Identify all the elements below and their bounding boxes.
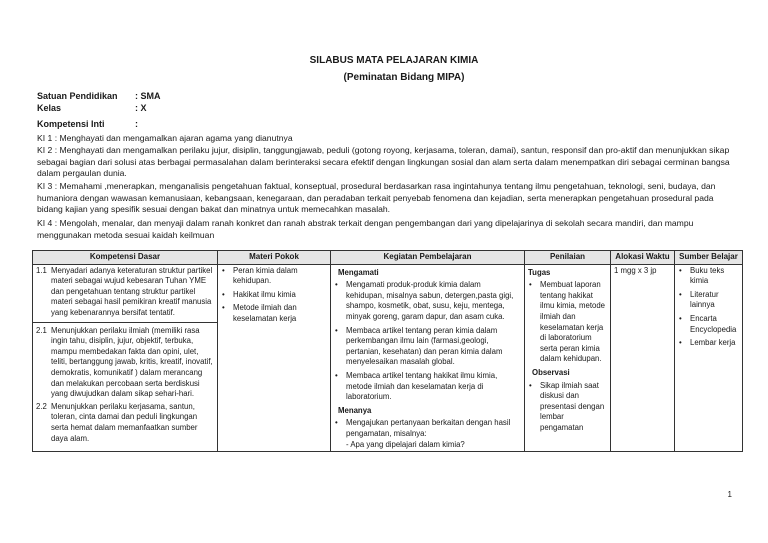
list-item: • Mengajukan pertanyaan berkaitan dengan hasil pengamatan, misalnya: bbox=[334, 418, 521, 439]
ki-2-text: : Menghayati dan mengamalkan perilaku jujur, disiplin, tanggungjawab, peduli (gotong royong, kerjasama, toleran, damai), santun, responsif dan pro-aktif dan menunjukkan sikap sebagai bagian dari solusi atas berbagai permasalahan dalam berinteraksi secara efektif dengan lingkungan sosial dan alam serta dalam menempatkan diri sebagai cerminan bangsa dalam pergaulan dunia. bbox=[37, 145, 730, 179]
meta-ki-label: Kompetensi Inti bbox=[37, 119, 105, 129]
header-sumber: Sumber Belajar bbox=[675, 251, 743, 265]
kd-num: 2.2 bbox=[36, 401, 47, 411]
cell-penilaian bbox=[525, 264, 611, 452]
penilaian-tugas-title: Tugas bbox=[528, 267, 551, 277]
page-number: 1 bbox=[727, 490, 732, 499]
divider bbox=[33, 322, 217, 323]
ki-4-label: KI 4 bbox=[37, 218, 53, 228]
list-item: • Mengamati produk-produk kimia dalam kehidupan, misalnya sabun, detergen,pasta gigi, shampo, kosmetik, obat, susu, keju, mentega, minyak goreng, garam dapur, dan asam cuka. bbox=[334, 280, 521, 322]
cell-kompetensi-dasar bbox=[33, 264, 218, 452]
ki-4-text: : Mengolah, menalar, dan menyaji dalam ranah konkret dan ranah abstrak terkait dengan pengembangan dari yang dipelajarinya di sekolah secara mandiri, dan mampu menggunakan metoda sesuai kaidah keilmuan bbox=[37, 218, 694, 240]
penilaian-observasi-title: Observasi bbox=[532, 367, 570, 377]
ki-3-label: KI 3 bbox=[37, 181, 53, 191]
kd-text: Menunjukkan perilaku kerjasama, santun, toleran, cinta damai dan peduli lingkungan serta hemat dalam memanfaatkan sumber daya alam. bbox=[51, 401, 198, 443]
kegiatan-menanya-title: Menanya bbox=[338, 405, 372, 415]
ki-2-label: KI 2 bbox=[37, 145, 53, 155]
cell-kegiatan bbox=[331, 264, 525, 452]
list-item: • Encarta Encyclopedia bbox=[678, 314, 739, 335]
header-kompetensi-dasar: Kompetensi Dasar bbox=[33, 251, 218, 265]
header-alokasi: Alokasi Waktu bbox=[611, 251, 675, 265]
page-title: SILABUS MATA PELAJARAN KIMIA bbox=[309, 55, 479, 66]
meta-kelas bbox=[37, 103, 147, 113]
meta-satuan-value: : SMA bbox=[135, 91, 161, 101]
kegiatan-menanya-sub: - Apa yang dipelajari dalam kimia? bbox=[346, 439, 465, 449]
meta-satuan bbox=[37, 91, 161, 101]
meta-ki-value: : bbox=[135, 119, 138, 129]
header-materi-pokok: Materi Pokok bbox=[218, 251, 331, 265]
ki-2 bbox=[37, 145, 737, 180]
cell-alokasi: 1 mgg x 3 jp bbox=[611, 264, 675, 452]
cell-materi-pokok bbox=[218, 264, 331, 452]
kd-text: Menunjukkan perilaku ilmiah (memiliki rasa ingin tahu, disiplin, jujur, objektif, terbuka, mampu membedakan fakta dan opini, ulet, teliti, bertanggung jawab, kritis, kreatif, inovatif, demokratis, komunikatif ) dalam merancang dan melakukan percobaan serta berdiskusi yang diwujudkan dalam sikap sehari-hari. bbox=[51, 325, 213, 399]
kegiatan-mengamati-title: Mengamati bbox=[338, 267, 379, 277]
meta-kelas-value: : X bbox=[135, 103, 147, 113]
meta-ki bbox=[37, 119, 138, 129]
list-item: • Buku teks kimia bbox=[678, 266, 739, 287]
table-header-row bbox=[33, 251, 743, 265]
kd-item bbox=[36, 402, 214, 444]
meta-satuan-label: Satuan Pendidikan bbox=[37, 91, 118, 101]
header-penilaian: Penilaian bbox=[525, 251, 611, 265]
list-item: • Membuat laporan tentang hakikat ilmu kimia, metode ilmiah dan keselamatan kerja di laboratorium serta peran kimia dalam kehidupan. bbox=[528, 280, 607, 365]
list-item: • Membaca artikel tentang peran kimia dalam perkembangan ilmu lain (farmasi,geologi, pertanian, kesehatan) dan peran kimia dalam menyelesaikan masalah global. bbox=[334, 326, 521, 368]
ki-1 bbox=[37, 133, 737, 145]
list-item: • Peran kimia dalam kehidupan. bbox=[221, 266, 327, 287]
kd-item bbox=[36, 266, 214, 319]
list-item: • Lembar kerja bbox=[678, 338, 739, 349]
page-subtitle: (Peminatan Bidang MIPA) bbox=[343, 72, 465, 83]
ki-1-label: KI 1 bbox=[37, 133, 53, 143]
list-item: • Membaca artikel tentang hakikat ilmu kimia, metode ilmiah dan keselamatan kerja di laboratorium. bbox=[334, 371, 521, 403]
ki-4 bbox=[37, 218, 737, 241]
list-item: • Hakikat ilmu kimia bbox=[221, 290, 327, 301]
list-item: • Sikap ilmiah saat diskusi dan presentasi dengan lembar pengamatan bbox=[528, 381, 607, 434]
kd-num: 2.1 bbox=[36, 325, 47, 335]
ki-3 bbox=[37, 181, 737, 216]
list-item: • Literatur lainnya bbox=[678, 290, 739, 311]
table-row bbox=[33, 264, 743, 452]
ki-3-text: : Memahami ,menerapkan, menganalisis pengetahuan faktual, konseptual, prosedural berdasarkan rasa ingintahunya tentang ilmu pengetahuan, teknologi, seni, budaya, dan humaniora dengan wawasan kemanusiaan, kebangsaan, kenegaraan, dan peradaban terkait penyebab fenomena dan kejadian, serta menerapkan pengetahuan prosedural pada bidang kajian yang spesifik sesuai dengan bakat dan minatnya untuk memecahkan masalah. bbox=[37, 181, 716, 215]
cell-sumber bbox=[675, 264, 743, 452]
kd-text: Menyadari adanya keteraturan struktur partikel materi sebagai wujud kebesaran Tuhan YME dan pengetahuan tentang struktur partikel materi sebagai hasil pemikiran kreatif manusia yang kebenarannya bersifat tentatif. bbox=[51, 265, 213, 317]
meta-kelas-label: Kelas bbox=[37, 103, 62, 113]
list-item: • Metode ilmiah dan keselamatan kerja bbox=[221, 303, 327, 324]
kd-item bbox=[36, 326, 214, 400]
syllabus-table bbox=[32, 250, 743, 452]
kd-num: 1.1 bbox=[36, 265, 47, 275]
ki-1-text: : Menghayati dan mengamalkan ajaran agama yang dianutnya bbox=[54, 133, 293, 143]
header-kegiatan: Kegiatan Pembelajaran bbox=[331, 251, 525, 265]
